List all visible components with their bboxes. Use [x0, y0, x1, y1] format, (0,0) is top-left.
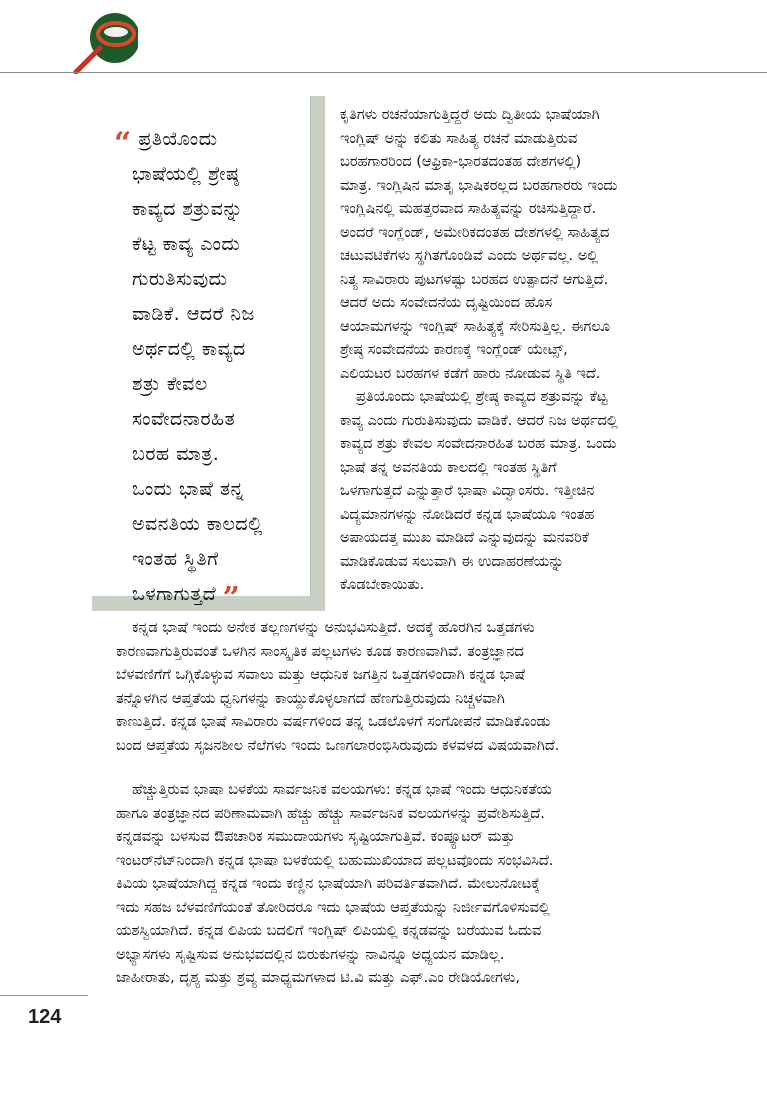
close-quote-mark: ”: [222, 581, 241, 616]
pull-quote-line: ಕೆಟ್ಟ ಕಾವ್ಯ ಎಂದು: [132, 233, 241, 255]
text-line: ಯಶಸ್ವಿಯಾಗಿದೆ. ಕನ್ನಡ ಲಿಪಿಯ ಬದಲಿಗೆ ಇಂಗ್ಲಿಷ್ ಲಿಪಿಯಲ್ಲಿ ಕನ್ನಡವನ್ನು ಬರೆಯುವ ಓದುವ: [116, 923, 542, 939]
text-line: ಒಳಗಾಗುತ್ತದೆ ಎನ್ನುತ್ತಾರೆ ಭಾಷಾ ವಿದ್ವಾಂಸರು. ಇತ್ತೀಚಿನ: [340, 483, 595, 499]
text-line: ಜಾಹೀರಾತು, ದೃಶ್ಯ ಮತ್ತು ಶ್ರವ್ಯ ಮಾಧ್ಯಮಗಳಾದ ಟಿ.ವಿ ಮತ್ತು ಎಫ್.ಎಂ ರೇಡಿಯೋಗಳು,: [116, 970, 520, 986]
text-line: ಕಾರಣವಾಗುತ್ತಿರುವಂತೆ ಒಳಗಿನ ಸಾಂಸ್ಕೃತಿಕ ಪಲ್ಲಟಗಳು ಕೂಡ ಕಾರಣವಾಗಿವೆ. ತಂತ್ರಜ್ಞಾನದ: [116, 643, 524, 660]
text-line: ಭಾಷೆ ತನ್ನ ಅವನತಿಯ ಕಾಲದಲ್ಲಿ ಇಂತಹ ಸ್ಥಿತಿಗೆ: [340, 459, 557, 476]
pull-quote-line: ಒಂದು ಭಾಷೆ ತನ್ನ: [132, 478, 245, 500]
text-line: ಇಂಗ್ಲಿಷಿನಲ್ಲಿ ಮಹತ್ತರವಾದ ಸಾಹಿತ್ಯವನ್ನು ರಚಿಸುತ್ತಿದ್ದಾರೆ.: [340, 201, 597, 217]
text-line: ಇಂಗ್ಲಿಷ್ ಅನ್ನು ಕಲಿತು ಸಾಹಿತ್ಯ ರಚನೆ ಮಾಡುತ್ತಿರುವ: [340, 130, 578, 147]
text-line: ತನ್ನೊಳಗಿನ ಆಪ್ತತೆಯ ಧ್ವನಿಗಳನ್ನು ಕಾಯ್ದುಕೊಳ್ಳಲಾಗದೆ ಹೆಣಗುತ್ತಿರುವುದು ನಿಚ್ಚಳವಾಗಿ: [116, 690, 505, 707]
text-line: ಕನ್ನಡವನ್ನು ಬಳಸುವ ಔಪಚಾರಿಕ ಸಮುದಾಯಗಳು ಸೃಷ್ಟಿಯಾಗುತ್ತಿವೆ. ಕಂಪ್ಯೂಟರ್ ಮತ್ತು: [116, 829, 515, 845]
text-line: ಹೆಚ್ಚುತ್ತಿರುವ ಭಾಷಾ ಬಳಕೆಯ ಸಾರ್ವಜನಿಕ ವಲಯಗಳು: ಕನ್ನಡ ಭಾಷೆ ಇಂದು ಆಧುನಿಕತೆಯ: [132, 782, 552, 798]
text-line: ಕಾವ್ಯ ಎಂದು ಗುರುತಿಸುವುದು ವಾಡಿಕೆ. ಆದರೆ ನಿಜ ಅರ್ಥದಲ್ಲಿ: [340, 412, 618, 429]
text-line: ಕಾವ್ಯದ ಶತ್ರು ಕೇವಲ ಸಂವೇದನಾರಹಿತ ಬರಹ ಮಾತ್ರ. ಒಂದು: [340, 436, 617, 452]
pull-quote-line: ವಾಡಿಕೆ. ಆದರೆ ನಿಜ: [132, 303, 255, 325]
text-line: ಪ್ರತಿಯೊಂದು ಭಾಷೆಯಲ್ಲಿ ಶ್ರೇಷ್ಠ ಕಾವ್ಯದ ಶತ್ರುವನ್ನು ಕೆಟ್ಟ: [356, 389, 608, 405]
pull-quote-line: ಬರಹ ಮಾತ್ರ.: [132, 443, 220, 465]
footer-rule: [0, 995, 88, 996]
text-line: ಕನ್ನಡ ಭಾಷೆ ಇಂದು ಅನೇಕ ತಲ್ಲಣಗಳನ್ನು ಅನುಭವಿಸುತ್ತಿದೆ. ಅದಕ್ಕೆ ಹೊರಗಿನ ಒತ್ತಡಗಳು: [132, 620, 535, 636]
pull-quote-box: [92, 96, 325, 616]
paragraph-1: [116, 617, 728, 758]
text-line: ಕಿವಿಯ ಭಾಷೆಯಾಗಿದ್ದ ಕನ್ನಡ ಇಂದು ಕಣ್ಣಿನ ಭಾಷೆಯಾಗಿ ಪರಿವರ್ತಿತವಾಗಿದೆ. ಮೇಲುನೋಟಕ್ಕೆ: [116, 876, 540, 892]
open-quote-mark: “: [114, 126, 132, 161]
magnifier-logo-icon: [70, 8, 138, 74]
text-line: ಕೃತಿಗಳು ರಚನೆಯಾಗುತ್ತಿದ್ದರೆ ಅದು ದ್ವಿತೀಯ ಭಾಷೆಯಾಗಿ: [340, 107, 600, 123]
text-line: ಆಯಾಮಗಳನ್ನು ಇಂಗ್ಲಿಷ್ ಸಾಹಿತ್ಯಕ್ಕೆ ಸೇರಿಸುತ್ತಿಲ್ಲ. ಈಗಲೂ: [340, 318, 610, 335]
text-line: ಹಾಗೂ ತಂತ್ರಜ್ಞಾನದ ಪರಿಣಾಮವಾಗಿ ಹೆಚ್ಚು ಹೆಚ್ಚು ಸಾರ್ವಜನಿಕ ವಲಯಗಳನ್ನು ಪ್ರವೇಶಿಸುತ್ತಿದೆ.: [116, 805, 545, 822]
text-line: ಕೊಡಬೇಕಾಯಿತು.: [340, 577, 425, 593]
page-number: 124: [28, 1006, 62, 1028]
pull-quote-text: [110, 122, 306, 616]
pull-quote-line: ಅವನತಿಯ ಕಾಲದಲ್ಲಿ: [132, 513, 263, 535]
text-line: ಇಂಟರ್‌ನೆಟ್‌ನಿಂದಾಗಿ ಕನ್ನಡ ಭಾಷಾ ಬಳಕೆಯಲ್ಲಿ ಬಹುಮುಖಿಯಾದ ಪಲ್ಲಟವೊಂದು ಸಂಭವಿಸಿದೆ.: [116, 852, 554, 869]
text-line: ವಿದ್ಯಮಾನಗಳನ್ನು ನೋಡಿದರೆ ಕನ್ನಡ ಭಾಷೆಯೂ ಇಂತಹ: [340, 506, 595, 523]
text-line: ಅಪಾಯದತ್ತ ಮುಖ ಮಾಡಿದೆ ಎನ್ನುವುದನ್ನು ಮನವರಿಕೆ: [340, 530, 589, 546]
text-line: ಆದರೆ ಅದು ಸಂವೇದನೆಯ ದೃಷ್ಟಿಯಿಂದ ಹೊಸ: [340, 295, 553, 311]
pull-quote-line: ಸಂವೇದನಾರಹಿತ: [132, 408, 236, 430]
pull-quote-line: ಅರ್ಥದಲ್ಲಿ ಕಾವ್ಯದ: [132, 338, 246, 360]
pull-quote-line: ಭಾಷೆಯಲ್ಲಿ ಶ್ರೇಷ್ಠ: [132, 163, 240, 185]
text-line: ಶ್ರೇಷ್ಠ ಸಂವೇದನೆಯ ಕಾರಣಕ್ಕೆ ಇಂಗ್ಲೆಂಡ್ ಯೇಟ್ಸ್,: [340, 342, 568, 358]
text-line: ಕಾಣುತ್ತಿದೆ. ಕನ್ನಡ ಭಾಷೆ ಸಾವಿರಾರು ವರ್ಷಗಳಿಂದ ತನ್ನ ಒಡಲೊಳಗೆ ಸಂಗೋಪನೆ ಮಾಡಿಕೊಂಡು: [116, 714, 551, 730]
text-line: ಎಲಿಯಟರ ಬರಹಗಳ ಕಡೆಗೆ ಹಾರು ನೋಡುವ ಸ್ಥಿತಿ ಇದೆ.: [340, 365, 601, 382]
text-line: ಅಂದರೆ ಇಂಗ್ಲೆಂಡ್, ಅಮೇರಿಕದಂತಹ ದೇಶಗಳಲ್ಲಿ ಸಾಹಿತ್ಯದ: [340, 224, 610, 241]
text-line: ಬರಹಗಾರರಿಂದ (ಆಫ್ರಿಕಾ-ಭಾರತದಂತಹ ದೇಶಗಳಲ್ಲಿ): [340, 154, 582, 170]
right-column-text: [340, 104, 725, 598]
pull-quote-line: ಒಳಗಾಗುತ್ತದೆ ”: [132, 581, 241, 616]
text-line: ಚಟುವಟಿಕೆಗಳು ಸ್ಥಗಿತಗೊಂಡಿವೆ ಎಂದು ಅರ್ಥವಲ್ಲ. ಅಲ್ಲಿ: [340, 248, 599, 264]
text-line: ಮಾಡಿಕೊಡುವ ಸಲುವಾಗಿ ಈ ಉದಾಹರಣೆಯನ್ನು: [340, 553, 564, 570]
header-rule: [0, 72, 767, 73]
pull-quote-line: ಗುರುತಿಸುವುದು: [132, 268, 228, 290]
paragraph-2: [116, 779, 728, 991]
text-line: ನಿತ್ಯ ಸಾವಿರಾರು ಪುಟಗಳಷ್ಟು ಬರಹದ ಉತ್ಪಾದನೆ ಆಗುತ್ತಿದೆ.: [340, 271, 609, 288]
pull-quote-line: “ ಪ್ರತಿಯೊಂದು: [114, 126, 218, 161]
text-line: ಮಾತ್ರ. ಇಂಗ್ಲಿಷಿನ ಮಾತೃ ಭಾಷಿಕರಲ್ಲದ ಬರಹಗಾರರು ಇಂದು: [340, 177, 618, 194]
text-line: ಇದು ಸಹಜ ಬೆಳವಣಿಗೆಯಂತೆ ತೋರಿದರೂ ಇದು ಭಾಷೆಯ ಆಪ್ತತೆಯನ್ನು ನಿರ್ಜೀವಗೊಳಿಸುವಲ್ಲಿ: [116, 899, 550, 916]
text-line: ಅಭ್ಯಾಸಗಳು ಸೃಷ್ಟಿಸುವ ಅನುಭವದಲ್ಲಿನ ಬಿರುಕುಗಳನ್ನು ನಾವಿನ್ನೂ ಅಧ್ಯಯನ ಮಾಡಿಲ್ಲ.: [116, 946, 505, 963]
text-line: ಬೆಳವಣಿಗೆಗೆ ಒಗ್ಗಿಕೊಳ್ಳುವ ಸವಾಲು ಮತ್ತು ಆಧುನಿಕ ಜಗತ್ತಿನ ಒತ್ತಡಗಳಿಂದಾಗಿ ಕನ್ನಡ ಭಾಷೆ: [116, 667, 526, 683]
pull-quote-line: ಇಂತಹ ಸ್ಥಿತಿಗೆ: [132, 548, 219, 570]
pull-quote-line: ಶತ್ರು ಕೇವಲ: [132, 373, 208, 395]
text-line: ಬಂದ ಆಪ್ತತೆಯ ಸೃಜನಶೀಲ ನೆಲೆಗಳು ಇಂದು ಒಣಗಲಾರಂಭಿಸಿರುವುದು ಕಳವಳದ ವಿಷಯವಾಗಿದೆ.: [116, 737, 560, 754]
pull-quote-line: ಕಾವ್ಯದ ಶತ್ರುವನ್ನು: [132, 198, 244, 220]
